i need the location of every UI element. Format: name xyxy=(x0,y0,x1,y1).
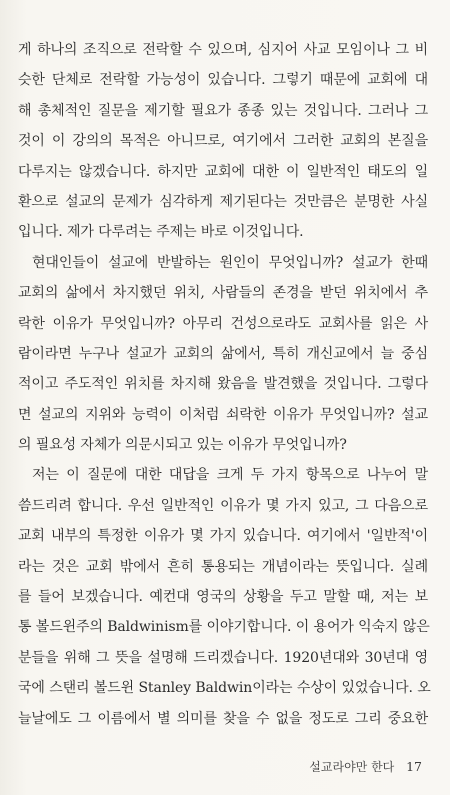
text-line: 람이라면 누구나 설교가 교회의 삶에서, 특히 개신교에서 늘 중심 xyxy=(18,345,428,362)
text-line: 의 필요성 자체가 의문시되고 있는 이유가 무엇입니까? xyxy=(18,437,347,454)
text-line: 현대인들이 설교에 반발하는 원인이 무엇입니까? 설교가 한때 xyxy=(32,254,428,271)
text-line: 씀드리려 합니다. 우선 일반적인 이유가 몇 가지 있고, 그 다음으로 xyxy=(18,497,428,514)
text-line: 라는 것은 교회 밖에서 흔히 통용되는 개념이라는 뜻입니다. 실례 xyxy=(18,558,428,575)
text-line: 락한 이유가 무엇입니까? 아무리 건성으로라도 교회사를 읽은 사 xyxy=(18,315,428,332)
text-line: 교회의 삶에서 차지했던 위치, 사람들의 존경을 받던 위치에서 추 xyxy=(18,285,428,302)
text-line: 분들을 위해 그 뜻을 설명해 드리겠습니다. 1920년대와 30년대 영 xyxy=(18,649,428,666)
text-line: 다루지는 않겠습니다. 하지만 교회에 대한 이 일반적인 태도의 일 xyxy=(18,163,428,180)
text-line: 해 총체적인 질문을 제기할 필요가 종종 있는 것입니다. 그러나 그 xyxy=(18,102,428,119)
text-line: 면 설교의 지위와 능력이 이처럼 쇠락한 이유가 무엇입니까? 설교 xyxy=(18,406,428,423)
text-line: 환으로 설교의 문제가 심각하게 제기된다는 것만큼은 분명한 사실 xyxy=(18,193,428,210)
page-footer xyxy=(309,758,422,775)
text-line: 를 들어 보겠습니다. 예컨대 영국의 상황을 두고 말할 때, 저는 보 xyxy=(18,589,428,606)
text-line: 게 하나의 조직으로 전락할 수 있으며, 심지어 사교 모임이나 그 비 xyxy=(18,42,428,58)
text-line: 통 볼드윈주의 Baldwinism를 이야기합니다. 이 용어가 익숙지 않은 xyxy=(18,619,430,636)
text-line: 슷한 단체로 전락할 가능성이 있습니다. 그렇기 때문에 교회에 대 xyxy=(18,72,428,89)
text-line: 저는 이 질문에 대한 대답을 크게 두 가지 항목으로 나누어 말 xyxy=(32,467,428,484)
text-line: 적이고 주도적인 위치를 차지해 왔음을 발견했을 것입니다. 그렇다 xyxy=(18,376,428,393)
text-line: 늘날에도 그 이름에서 별 의미를 찾을 수 없을 정도로 그리 중요한 xyxy=(18,710,428,727)
text-line: 교회 내부의 특정한 이유가 몇 가지 있습니다. 여기에서 '일반적'이 xyxy=(18,528,428,545)
text-line: 입니다. 제가 다루려는 주제는 바로 이것입니다. xyxy=(18,224,304,241)
page-number: 17 xyxy=(406,759,422,774)
text-line: 것이 이 강의의 목적은 아니므로, 여기에서 그러한 교회의 본질을 xyxy=(18,133,428,150)
body-text xyxy=(18,35,431,734)
text-line: 국에 스탠리 볼드윈 Stanley Baldwin이라는 수상이 있었습니다. 오 xyxy=(18,680,431,697)
running-head: 설교라야만 한다 xyxy=(309,760,395,774)
